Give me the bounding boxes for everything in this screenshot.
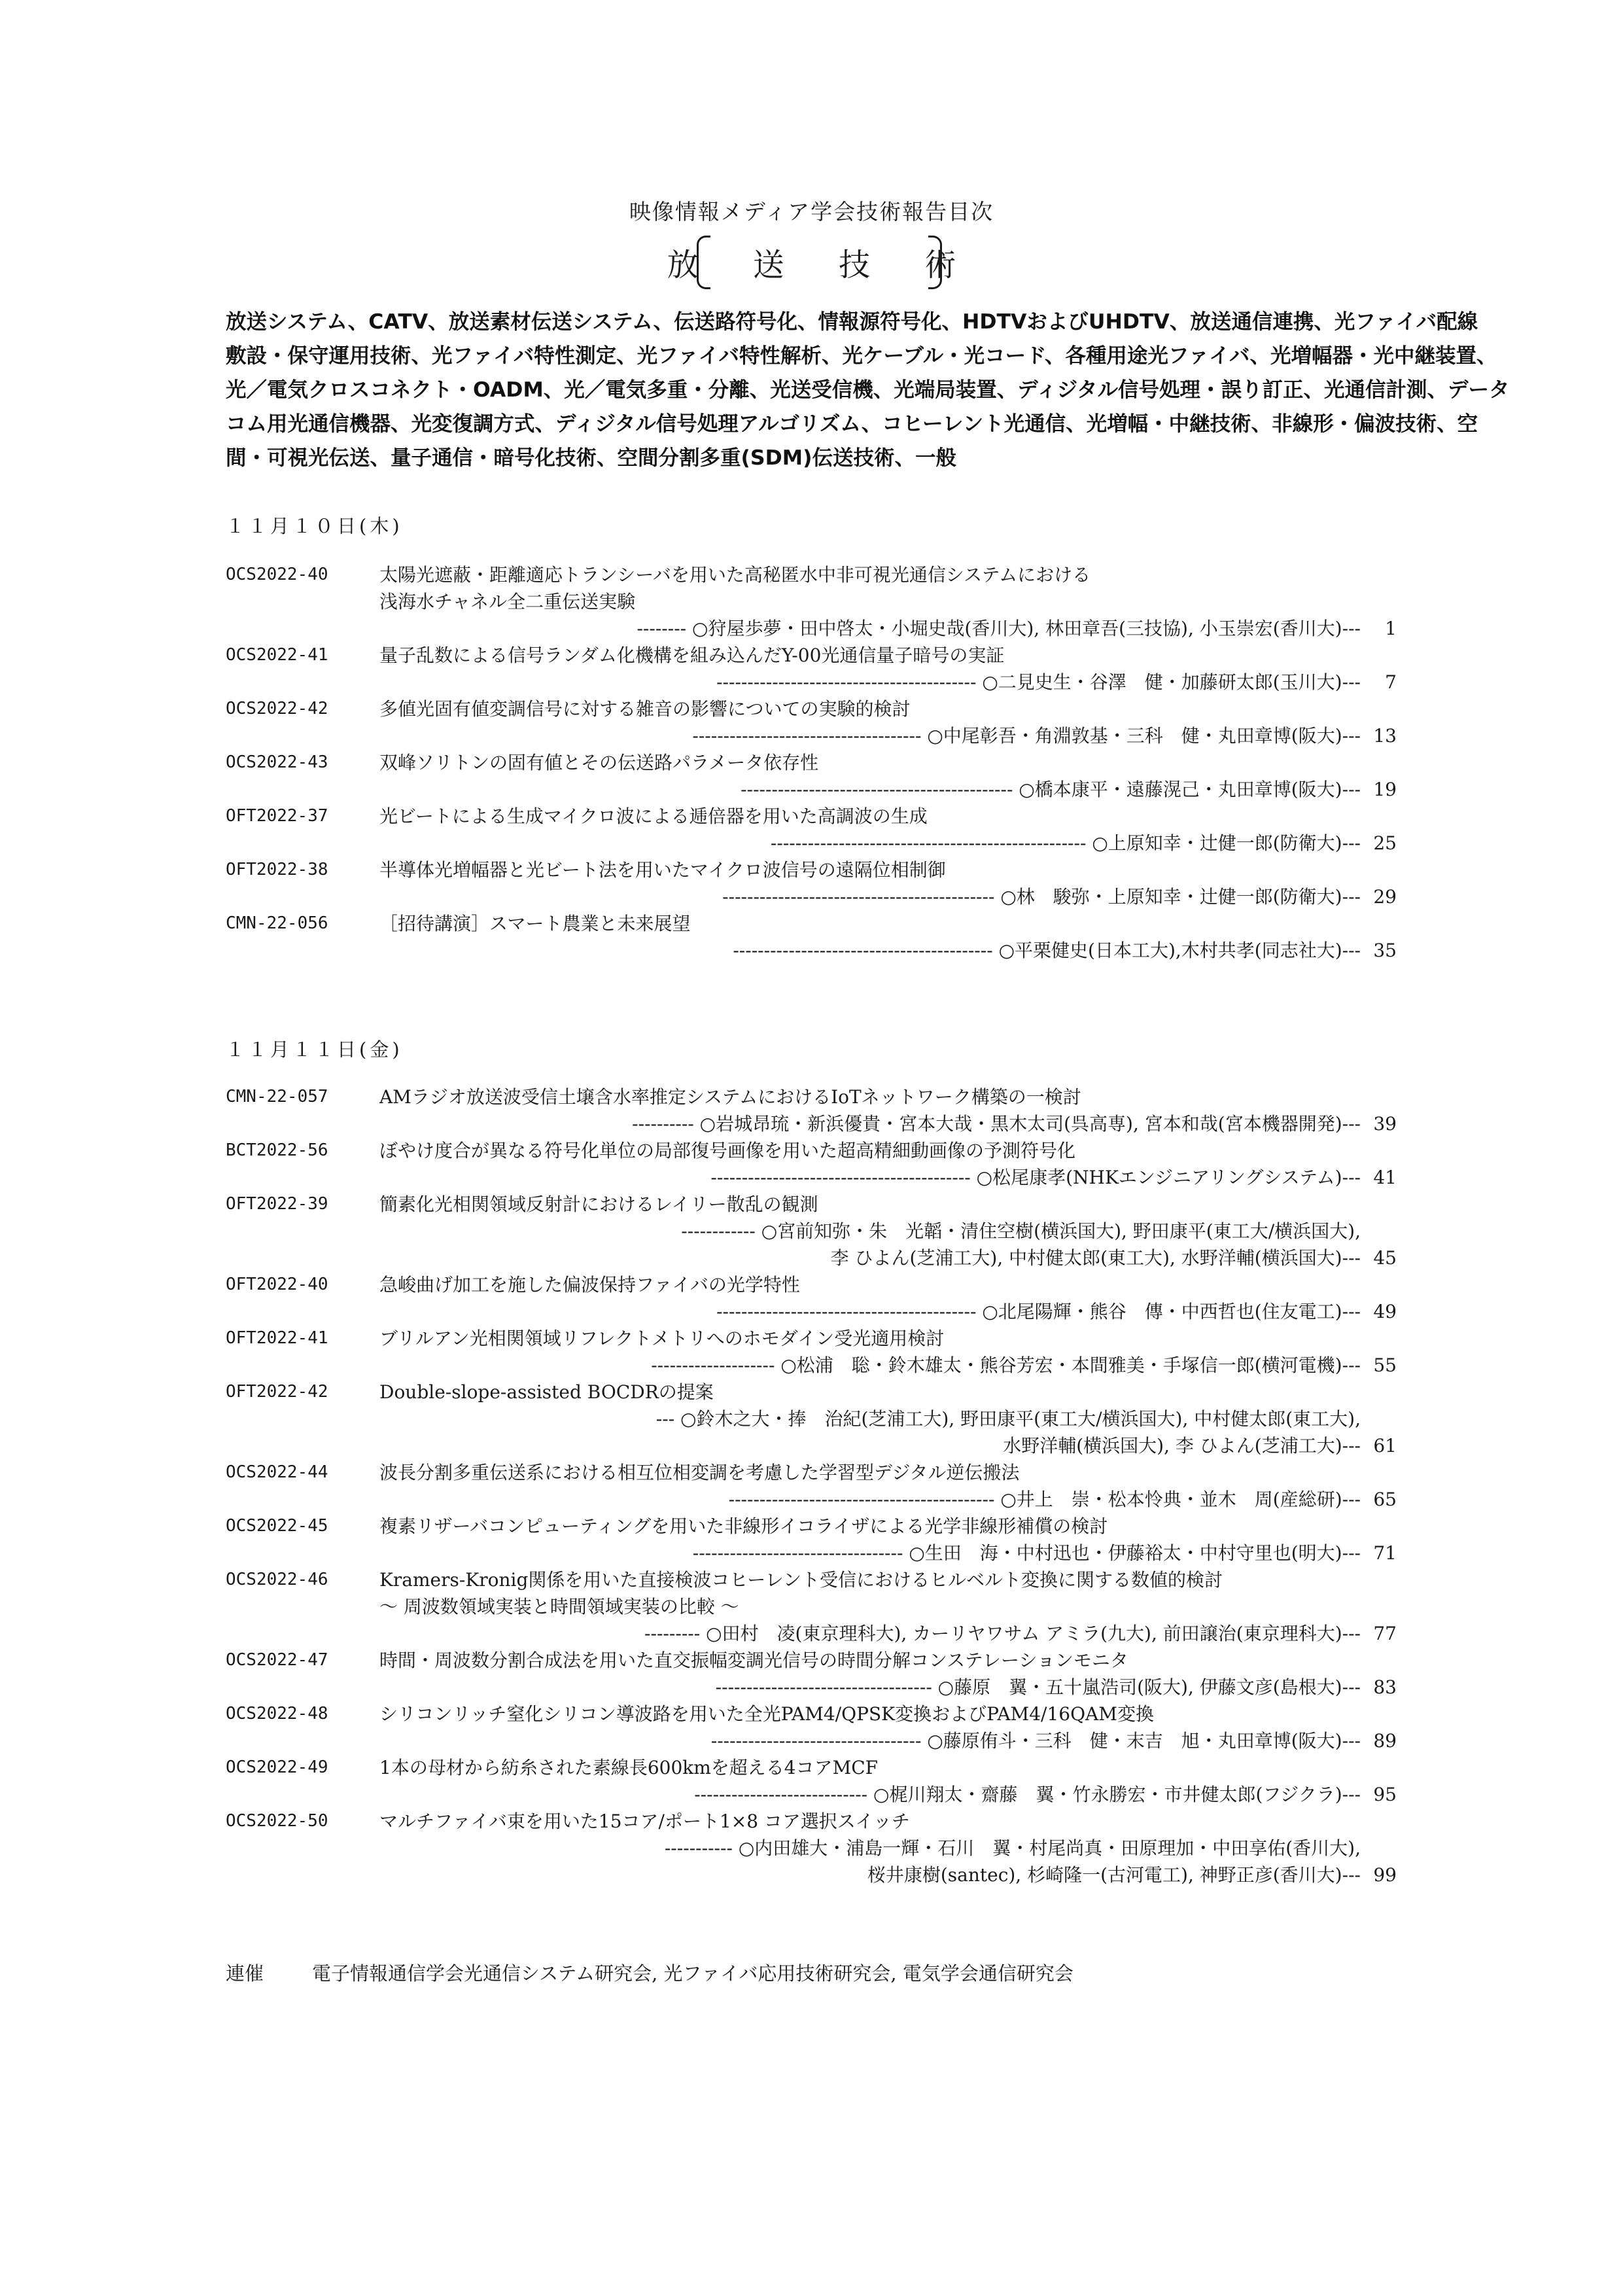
toc-entry xyxy=(226,1701,1397,1754)
entry-author-line xyxy=(226,1405,1397,1432)
toc-entry xyxy=(226,1754,1397,1808)
entry-title-line xyxy=(226,803,1397,830)
paper-authors: ------------ ○宮前知弥・朱 光韜・清住空樹(横浜国大), 野田康平(東工大/横浜国大), xyxy=(681,1220,1361,1242)
paper-code: OCS2022-44 xyxy=(226,1462,328,1482)
page-number: 1 xyxy=(1385,618,1397,639)
keyword-line: コム用光通信機器、光変復調方式、ディジタル信号処理アルゴリズム、コヒーレント光通信、光増幅・中継技術、非線形・偏波技術、空 xyxy=(226,412,1478,436)
paper-authors: ------------------------------------------ ○北尾陽輝・熊谷 傳・中西哲也(住友電工)--- xyxy=(716,1301,1361,1322)
paper-code: OCS2022-49 xyxy=(226,1757,328,1777)
paper-code: OCS2022-41 xyxy=(226,645,328,665)
cosponsor-line xyxy=(226,1959,1073,1986)
entry-author-line xyxy=(226,1781,1397,1808)
paper-authors: ----------- ○内田雄大・浦島一輝・石川 翼・村尾尚真・田原理加・中田享佑(香川大), xyxy=(664,1837,1361,1859)
toc-entry xyxy=(226,1137,1397,1191)
page-number: 29 xyxy=(1373,886,1397,908)
page-number: 99 xyxy=(1373,1864,1397,1886)
page-number: 71 xyxy=(1373,1542,1397,1564)
entry-author-line xyxy=(226,830,1397,857)
paper-authors: 桜井康樹(santec), 杉崎隆一(古河電工), 神野正彦(香川大)--- xyxy=(867,1864,1361,1886)
paper-title: 半導体光増幅器と光ビート法を用いたマイクロ波信号の遠隔位相制御 xyxy=(379,859,946,881)
toc-entry xyxy=(226,857,1397,910)
entry-title-line xyxy=(226,1325,1397,1352)
entry-title-line xyxy=(226,910,1397,937)
entry-author-line xyxy=(226,669,1397,696)
cosponsor-label: 連催 xyxy=(226,1962,264,1985)
entry-author-line xyxy=(226,883,1397,910)
paper-code: BCT2022-56 xyxy=(226,1140,328,1160)
toc-entry xyxy=(226,1084,1397,1137)
paper-authors: -------------------- ○松浦 聡・鈴木雄太・熊谷芳宏・本間雅美・手塚信一郎(横河電機)--- xyxy=(651,1354,1361,1376)
paper-title: マルチファイバ束を用いた15コア/ポート1×8 コア選択スイッチ xyxy=(379,1810,910,1832)
entry-author-line xyxy=(226,615,1397,642)
keyword-line: 間・可視光伝送、量子通信・暗号化技術、空間分割多重(SDM)伝送技術、一般 xyxy=(226,446,956,470)
paper-code: OFT2022-37 xyxy=(226,806,328,826)
toc-entry xyxy=(226,1325,1397,1379)
paper-authors: --------- ○田村 凌(東京理科大), カーリヤワサム アミラ(九大), 前田譲治(東京理科大)--- xyxy=(644,1623,1361,1644)
paper-code: CMN-22-056 xyxy=(226,913,328,933)
paper-title: Double-slope-assisted BOCDRの提案 xyxy=(379,1381,714,1403)
toc-entry xyxy=(226,1808,1397,1888)
paper-authors: ------------------------------------------ ○二見史生・谷澤 健・加藤研太郎(玉川大)--- xyxy=(716,671,1361,693)
keyword-line: 放送システム、CATV、放送素材伝送システム、伝送路符号化、情報源符号化、HDTVおよびUHDTV、放送通信連携、光ファイバ配線 xyxy=(226,310,1478,334)
paper-code: OCS2022-40 xyxy=(226,565,328,584)
toc-entry xyxy=(226,1459,1397,1513)
paper-title: 双峰ソリトンの固有値とその伝送路パラメータ依存性 xyxy=(379,752,819,773)
page-number: 45 xyxy=(1373,1247,1397,1269)
paper-code: OCS2022-45 xyxy=(226,1516,328,1536)
document-title: 映像情報メディア学会技術報告目次 xyxy=(629,199,994,224)
entry-title-line xyxy=(226,1191,1397,1218)
paper-authors: 水野洋輔(横浜国大), 李 ひよん(芝浦工大)--- xyxy=(1003,1435,1361,1457)
paper-authors: ------------------------------------- ○中尾彰吾・角淵敦基・三科 健・丸田章博(阪大)--- xyxy=(692,725,1361,747)
entry-author-line xyxy=(226,1835,1397,1862)
entry-title-line xyxy=(226,1808,1397,1835)
entry-title-line xyxy=(226,749,1397,776)
entry-title-line xyxy=(226,1593,1397,1620)
entry-title-line xyxy=(226,857,1397,883)
paper-authors: ------------------------------------------- ○井上 崇・松本怜典・並木 周(産総研)--- xyxy=(728,1489,1361,1510)
subject-heading: 放 送 技 術 xyxy=(667,247,979,283)
paper-code: OCS2022-42 xyxy=(226,699,328,718)
entry-title-line xyxy=(226,588,1397,615)
entry-author-line xyxy=(226,1432,1397,1459)
toc-entry xyxy=(226,803,1397,857)
page-number: 95 xyxy=(1373,1784,1397,1805)
paper-code: OCS2022-47 xyxy=(226,1650,328,1670)
paper-authors: ------------------------------------------ ○松尾康孝(NHKエンジニアリングシステム)--- xyxy=(710,1167,1361,1188)
paper-title: ぼやけ度合が異なる符号化単位の局部復号画像を用いた超高精細動画像の予測符号化 xyxy=(379,1140,1076,1161)
paper-authors: ----------------------------------- ○藤原 翼・五十嵐浩司(阪大), 伊藤文彦(島根大)--- xyxy=(715,1676,1361,1698)
entry-author-line xyxy=(226,1486,1397,1513)
paper-title: Kramers-Kronig関係を用いた直接検波コヒーレント受信におけるヒルベルト変換に関する数値的検討 xyxy=(379,1569,1223,1591)
page-number: 13 xyxy=(1373,725,1397,747)
paper-authors: ---------- ○岩城昂琉・新浜優貴・宮本大哉・黒木太司(呉高専), 宮本和哉(宮本機器開発)--- xyxy=(632,1113,1361,1135)
paper-authors: -------------------------------------------- ○橋本康平・遠藤滉己・丸田章博(阪大)--- xyxy=(741,779,1361,800)
toc-entry xyxy=(226,1271,1397,1325)
paper-title: 量子乱数による信号ランダム化機構を組み込んだY-00光通信量子暗号の実証 xyxy=(379,645,1005,666)
paper-code: OFT2022-41 xyxy=(226,1328,328,1348)
entry-title-line xyxy=(226,1701,1397,1727)
page-number: 77 xyxy=(1373,1623,1397,1644)
entry-title-line xyxy=(226,1459,1397,1486)
paper-authors: --- ○鈴木之大・捧 治紀(芝浦工大), 野田康平(東工大/横浜国大), 中村健太郎(東工大), xyxy=(655,1408,1361,1430)
day-heading: １１月１１日(金) xyxy=(226,1038,403,1061)
paper-title: 1本の母材から紡糸された素線長600kmを超える4コアMCF xyxy=(379,1757,879,1778)
entry-title-line xyxy=(226,1271,1397,1298)
entry-author-line xyxy=(226,1352,1397,1379)
paper-code: OCS2022-50 xyxy=(226,1811,328,1831)
paper-authors: -------- ○狩屋歩夢・田中啓太・小堀史哉(香川大), 林田章吾(三技協), 小玉崇宏(香川大)--- xyxy=(637,618,1361,639)
entry-author-line xyxy=(226,1862,1397,1888)
entry-author-line xyxy=(226,1110,1397,1137)
entry-author-line xyxy=(226,1298,1397,1325)
paper-title: 多値光固有値変調信号に対する雑音の影響についての実験的検討 xyxy=(379,698,911,720)
paper-code: OCS2022-46 xyxy=(226,1570,328,1589)
entry-title-line xyxy=(226,1647,1397,1674)
entry-author-line xyxy=(226,1218,1397,1245)
paper-authors: -------------------------------------------- ○林 駿弥・上原知幸・辻健一郎(防衛大)--- xyxy=(722,886,1361,908)
paper-code: OFT2022-40 xyxy=(226,1275,328,1294)
page-number: 39 xyxy=(1373,1113,1397,1135)
entry-author-line xyxy=(226,1620,1397,1647)
entry-author-line xyxy=(226,1245,1397,1271)
entry-author-line xyxy=(226,1674,1397,1701)
page-number: 89 xyxy=(1373,1730,1397,1752)
paper-authors: ---------------------------------- ○藤原侑斗・三科 健・末吉 旭・丸田章博(阪大)--- xyxy=(710,1730,1361,1752)
paper-code: OCS2022-43 xyxy=(226,752,328,772)
entry-author-line xyxy=(226,1727,1397,1754)
toc-entry xyxy=(226,1379,1397,1459)
paper-title: 時間・周波数分割合成法を用いた直交振幅変調光信号の時間分解コンステレーションモニタ xyxy=(379,1650,1128,1671)
toc-entry xyxy=(226,749,1397,803)
paper-authors: ------------------------------------------ ○平栗健史(日本工大),木村共孝(同志社大)--- xyxy=(733,940,1361,961)
entry-title-line xyxy=(226,561,1397,588)
page-number: 49 xyxy=(1373,1301,1397,1322)
entry-title-line xyxy=(226,1084,1397,1110)
paper-title: 急峻曲げ加工を施した偏波保持ファイバの光学特性 xyxy=(379,1274,800,1296)
entry-title-line xyxy=(226,1754,1397,1781)
keyword-line: 光／電気クロスコネクト・OADM、光／電気多重・分離、光送受信機、光端局装置、ディジタル信号処理・誤り訂正、光通信計測、データ xyxy=(226,378,1510,402)
entry-title-line xyxy=(226,1137,1397,1164)
toc-entry xyxy=(226,1191,1397,1271)
paper-title: シリコンリッチ窒化シリコン導波路を用いた全光PAM4/QPSK変換およびPAM4/16QAM変換 xyxy=(379,1703,1154,1725)
paper-authors: ---------------------------- ○梶川翔太・齋藤 翼・竹永勝宏・市井健太郎(フジクラ)--- xyxy=(694,1784,1361,1805)
entry-author-line xyxy=(226,1540,1397,1566)
entry-title-line xyxy=(226,1566,1397,1593)
paper-title: 簡素化光相関領域反射計におけるレイリー散乱の観測 xyxy=(379,1193,818,1215)
entry-author-line xyxy=(226,776,1397,803)
toc-entry xyxy=(226,696,1397,749)
entry-author-line xyxy=(226,1164,1397,1191)
toc-entry xyxy=(226,642,1397,696)
paper-title: 太陽光遮蔽・距離適応トランシーバを用いた高秘匿水中非可視光通信システムにおける xyxy=(379,564,1091,586)
paper-title: 浅海水チャネル全二重伝送実験 xyxy=(379,591,636,612)
paper-authors: 李 ひよん(芝浦工大), 中村健太郎(東工大), 水野洋輔(横浜国大)--- xyxy=(830,1247,1361,1269)
entry-title-line xyxy=(226,642,1397,669)
paper-title: 光ビートによる生成マイクロ波による逓倍器を用いた高調波の生成 xyxy=(379,805,928,827)
page-number: 55 xyxy=(1373,1354,1397,1376)
toc-entry xyxy=(226,561,1397,642)
paper-title: 複素リザーバコンピューティングを用いた非線形イコライザによる光学非線形補償の検討 xyxy=(379,1515,1108,1537)
page-number: 41 xyxy=(1373,1167,1397,1188)
paper-code: OFT2022-39 xyxy=(226,1194,328,1214)
toc-entry xyxy=(226,1513,1397,1566)
paper-authors: ---------------------------------- ○生田 海・中村迅也・伊藤裕太・中村守里也(明大)--- xyxy=(692,1542,1361,1564)
paper-code: OFT2022-42 xyxy=(226,1382,328,1402)
page-number: 7 xyxy=(1385,671,1397,693)
paper-title: AMラジオ放送波受信土壌含水率推定システムにおけるIoTネットワーク構築の一検討 xyxy=(379,1086,1081,1108)
day-heading: １１月１０日(木) xyxy=(226,515,403,537)
paper-title: ブリルアン光相関領域リフレクトメトリへのホモダイン受光適用検討 xyxy=(379,1328,945,1349)
entry-list xyxy=(226,1084,1397,1888)
paper-code: OFT2022-38 xyxy=(226,860,328,879)
entry-title-line xyxy=(226,1379,1397,1405)
paper-code: OCS2022-48 xyxy=(226,1704,328,1723)
page-number: 83 xyxy=(1373,1676,1397,1698)
paper-title: ［招待講演］スマート農業と未来展望 xyxy=(379,913,691,934)
page-number: 61 xyxy=(1373,1435,1397,1457)
page-number: 19 xyxy=(1373,779,1397,800)
keyword-list xyxy=(226,305,1510,475)
cosponsor-text: 電子情報通信学会光通信システム研究会, 光ファイバ応用技術研究会, 電気学会通信研究会 xyxy=(312,1962,1073,1985)
keyword-line: 敷設・保守運用技術、光ファイバ特性測定、光ファイバ特性解析、光ケーブル・光コード、各種用途光ファイバ、光増幅器・光中継装置、 xyxy=(226,344,1497,368)
paper-code: CMN-22-057 xyxy=(226,1087,328,1106)
entry-list xyxy=(226,561,1397,964)
entry-author-line xyxy=(226,722,1397,749)
toc-entry xyxy=(226,910,1397,964)
page-number: 25 xyxy=(1373,832,1397,854)
page-number: 65 xyxy=(1373,1489,1397,1510)
entry-title-line xyxy=(226,696,1397,722)
entry-author-line xyxy=(226,937,1397,964)
paper-authors: --------------------------------------------------- ○上原知幸・辻健一郎(防衛大)--- xyxy=(770,832,1361,854)
page-number: 35 xyxy=(1373,940,1397,961)
paper-title: 波長分割多重伝送系における相互位相変調を考慮した学習型デジタル逆伝搬法 xyxy=(379,1462,1020,1483)
toc-entry xyxy=(226,1566,1397,1647)
entry-title-line xyxy=(226,1513,1397,1540)
paper-title: ～ 周波数領域実装と時間領域実装の比較 ～ xyxy=(379,1596,739,1617)
toc-entry xyxy=(226,1647,1397,1701)
